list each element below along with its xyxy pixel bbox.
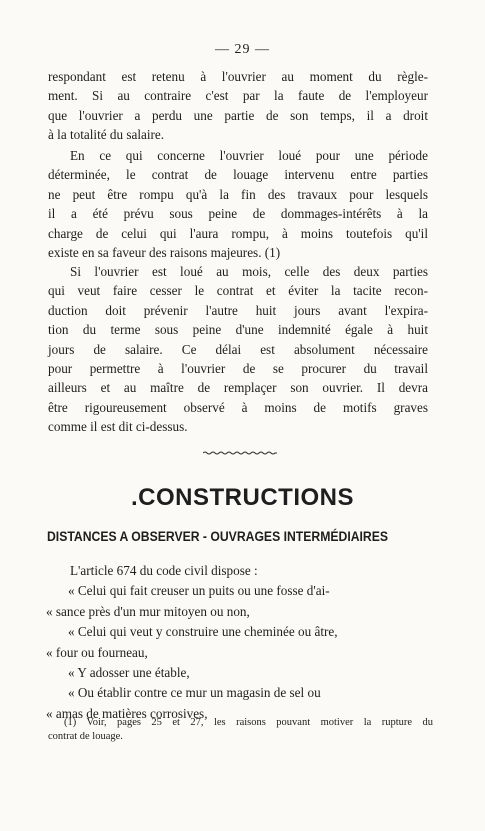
paragraph-2 — [48, 146, 428, 262]
paragraph-1 — [48, 67, 428, 145]
footnote-line: (1) Voir, pages 25 et 27, les raisons pouvant motiver la rupture du — [64, 717, 433, 728]
text-line: pour permettre à l'ouvrier de se procurer du travail — [48, 361, 428, 377]
text-line: duction doit prévenir l'autre huit jours avant l'expira- — [48, 302, 428, 318]
quote-line: L'article 674 du code civil dispose : — [70, 563, 258, 578]
text-line: qui veut faire cesser le contrat et éviter la tacite recon- — [48, 283, 428, 299]
page-number: — 29 — — [215, 42, 270, 57]
ornamental-divider — [203, 451, 277, 455]
text-line: Si l'ouvrier est loué au mois, celle des deux parties — [70, 264, 428, 279]
text-line: ment. Si au contraire c'est par la faute de l'employeur — [48, 88, 428, 104]
text-line: ne peut être rompu qu'à la fin des travaux pour lesquels — [48, 186, 428, 202]
text-line: charge de celui qui l'aura rompu, à moins toutefois qu'il — [48, 225, 428, 241]
quote-line: « Ou établir contre ce mur un magasin de sel ou — [68, 685, 321, 701]
text-line: que l'ouvrier a perdu une partie de son temps, il a droit — [48, 107, 428, 123]
section-subtitle: DISTANCES A OBSERVER - OUVRAGES INTERMÉDIAIRES — [47, 529, 389, 545]
quote-line: « sance près d'un mur mitoyen ou non, — [46, 603, 250, 619]
text-line: déterminée, le contrat de louage intervenu entre parties — [48, 167, 428, 183]
text-line: tion du terme sous peine d'une indemnité égale à huit — [48, 322, 428, 338]
quote-line: « Celui qui veut y construire une cheminée ou âtre, — [68, 624, 338, 640]
text-line: à la totalité du salaire. — [48, 127, 165, 143]
code-civil-quote — [46, 561, 436, 724]
quote-line: « amas de matières corrosives, — [46, 705, 208, 721]
text-line: ailleurs et au maître de remplaçer son ouvrier. Il devra — [48, 380, 428, 396]
footnote-line: contrat de louage. — [48, 731, 123, 742]
text-line: En ce qui concerne l'ouvrier loué pour une période — [70, 148, 428, 163]
text-line: être rigoureusement observé à moins de motifs graves — [48, 399, 428, 415]
text-line: il a été prévu sous peine de dommages-intérêts à la — [48, 206, 428, 222]
footnote — [48, 716, 433, 744]
text-line: jours de salaire. Ce délai est absolument nécessaire — [48, 341, 428, 357]
text-line: existe en sa faveur des raisons majeures. (1) — [48, 245, 281, 261]
text-line: respondant est retenu à l'ouvrier au moment du règle- — [48, 69, 428, 84]
section-title: .CONSTRUCTIONS — [131, 484, 354, 511]
paragraph-3 — [48, 262, 428, 437]
quote-line: « Celui qui fait creuser un puits ou une fosse d'ai- — [68, 583, 330, 599]
text-line: comme il est dit ci-dessus. — [48, 419, 188, 435]
quote-line: « Y adosser une étable, — [68, 665, 190, 681]
quote-line: « four ou fourneau, — [46, 644, 148, 660]
